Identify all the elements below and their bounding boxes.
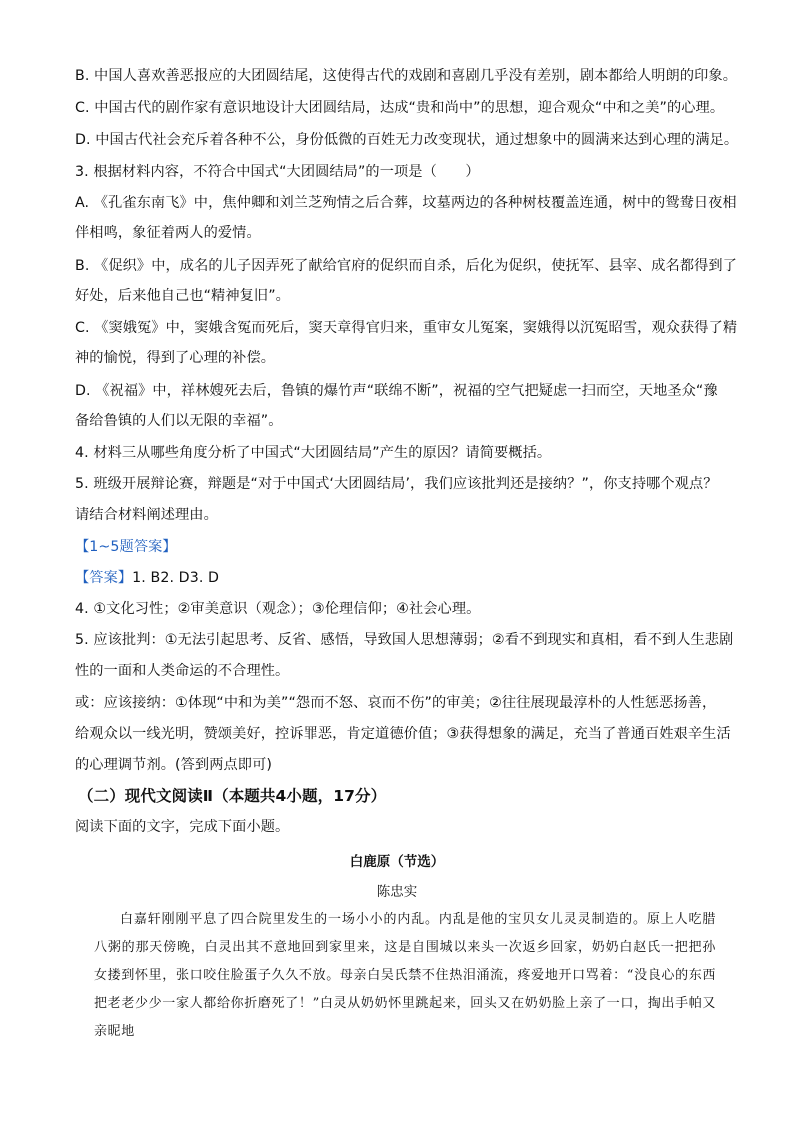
option-d: D. 中国古代社会充斥着各种不公，身份低微的百姓无力改变现状，通过想象中的圆满来达到心理的满足。 xyxy=(75,132,739,148)
question-4: 4. 材料三从哪些角度分析了中国式“大团圆结局”产生的原因？请简要概括。 xyxy=(75,445,552,461)
q3-option-c-line1: C. 《窦娥冤》中，窦娥含冤而死后，窦天章得官归来，重审女儿冤案，窦娥得以沉冤昭雪，观众获得了精 xyxy=(75,320,738,336)
question-5-line2: 请结合材料阐述理由。 xyxy=(75,507,218,523)
article-body xyxy=(94,906,716,1046)
answer-4: 4. ①文化习性；②审美意识（观念）；③伦理信仰；④社会心理。 xyxy=(75,601,481,617)
q3-option-b-line2: 好处，后来他自己也“精神复旧”。 xyxy=(75,288,290,304)
section-title: （二）现代文阅读Ⅱ（本题共4小题，17分） xyxy=(78,787,387,805)
answer-5-line3: 或：应该接纳：①体现“中和为美”“怨而不怒、哀而不伤”的审美；②往往展现最淳朴的人性惩恶扬善， xyxy=(75,695,717,711)
option-b: B. 中国人喜欢善恶报应的大团圆结尾，这使得古代的戏剧和喜剧几乎没有差别，剧本都给人明朗的印象。 xyxy=(75,68,737,84)
answer-5-line1: 5. 应该批判：①无法引起思考、反省、感悟，导致国人思想薄弱；②看不到现实和真相，看不到人生悲剧 xyxy=(75,632,734,648)
q3-option-c-line2: 神的愉悦，得到了心理的补偿。 xyxy=(75,350,276,366)
q3-option-a-line1: A. 《孔雀东南飞》中，焦仲卿和刘兰芝殉情之后合葬，坟墓两边的各种树枝覆盖连通，树中的鸳鸯日夜相 xyxy=(75,195,737,211)
article-paragraph: 白嘉轩刚刚平息了四合院里发生的一场小小的内乱。内乱是他的宝贝女儿灵灵制造的。原上人吃腊八粥的那天傍晚，白灵出其不意地回到家里来，这是自围城以来头一次返乡回家，奶奶白赵氏一把把孙女搂到怀里，张口咬住脸蛋子久久不放。母亲白吴氏禁不住热泪涌流，疼爱地开口骂着：“没良心的东西把老老少少一家人都给你折磨死了！”白灵从奶奶怀里跳起来，回头又在奶奶脸上亲了一口，掏出手帕又亲昵地 xyxy=(94,912,716,1039)
answer-5-line2: 性的一面和人类命运的不合理性。 xyxy=(75,663,290,679)
answer-mc-line xyxy=(75,568,735,588)
article-title: 白鹿原（节选） xyxy=(349,854,445,870)
answer-tag: 【答案】 xyxy=(75,570,133,586)
answer-5-line5: 的心理调节剂。(答到两点即可) xyxy=(75,757,273,773)
q3-option-a-line2: 伴相鸣，象征着两人的爱情。 xyxy=(75,225,261,241)
option-c: C. 中国古代的剧作家有意识地设计大团圆结局，达成“贵和尚中”的思想，迎合观众“中和之美”的心理。 xyxy=(75,100,725,116)
q3-option-b-line1: B. 《促织》中，成名的儿子因弄死了献给官府的促织而自杀，后化为促织，使抚军、县宰、成名都得到了 xyxy=(75,258,737,274)
question-5-line1: 5. 班级开展辩论赛，辩题是“对于中国式‘大团圆结局’，我们应该批判还是接纳？”，你支持哪个观点？ xyxy=(75,476,718,492)
article-author: 陈忠实 xyxy=(376,884,418,900)
question-3: 3. 根据材料内容，不符合中国式“大团圆结局”的一项是（ ） xyxy=(75,164,480,180)
answer-5-line4: 给观众以一线光明，赞颂美好，控诉罪恶，肯定道德价值；③获得想象的满足，充当了普通百姓艰辛生活 xyxy=(75,726,731,742)
answer-mc: 1. B2. D3. D xyxy=(132,570,220,586)
section-instruction: 阅读下面的文字，完成下面小题。 xyxy=(75,819,290,835)
q3-option-d-line1: D. 《祝福》中，祥林嫂死去后，鲁镇的爆竹声“联绵不断”，祝福的空气把疑虑一扫而空，天地圣众“豫 xyxy=(75,383,718,399)
answer-header: 【1~5题答案】 xyxy=(75,539,177,555)
q3-option-d-line2: 备给鲁镇的人们以无限的幸福”。 xyxy=(75,413,283,429)
